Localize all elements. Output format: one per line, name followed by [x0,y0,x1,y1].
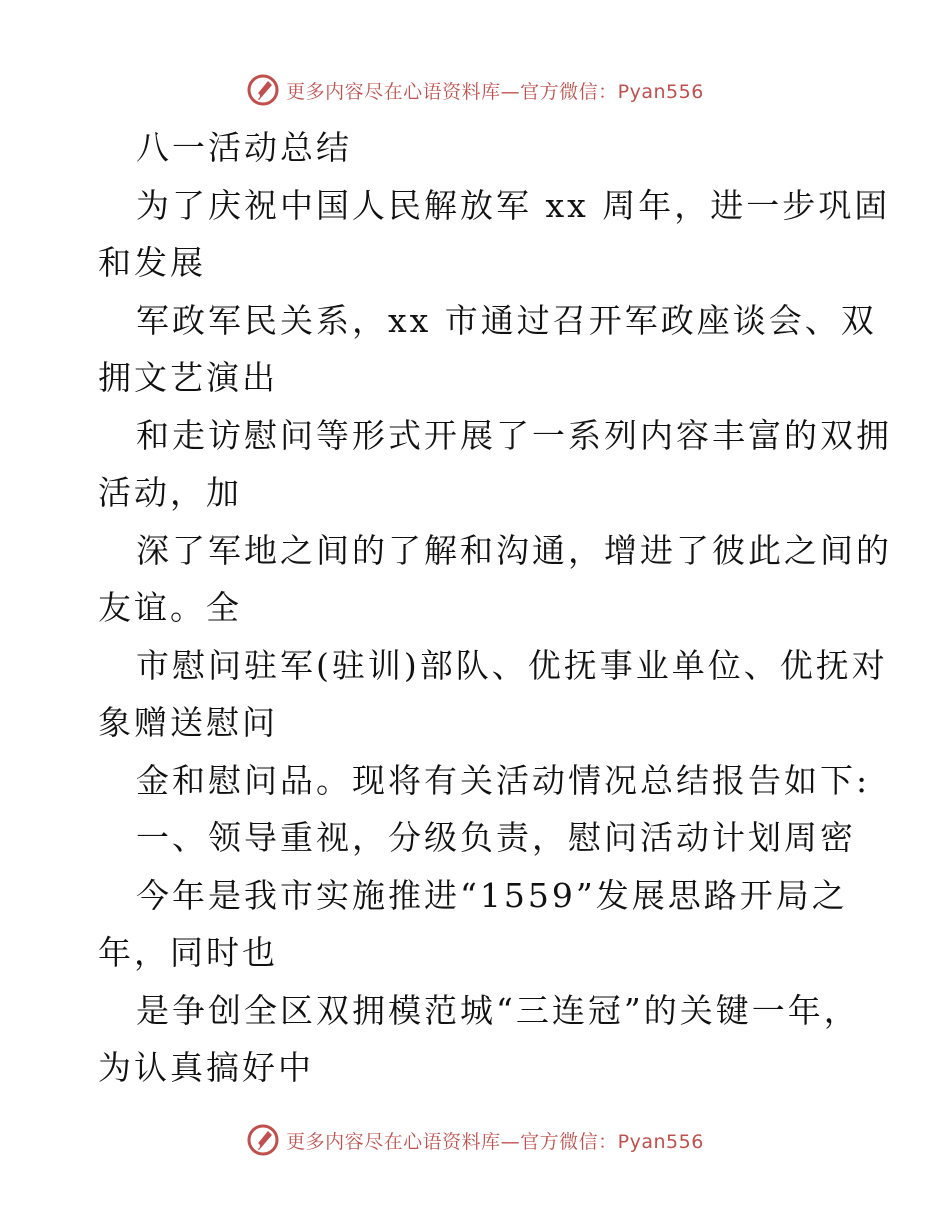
paragraph-line: 是争创全区双拥模范城“三连冠”的关键一年， [136,990,860,1030]
paragraph-line: 和走访慰问等形式开展了一系列内容丰富的双拥 [136,415,892,455]
paragraph-line: 一、领导重视，分级负责，慰问活动计划周密 [136,818,856,857]
header-watermark-banner [0,70,950,110]
paragraph-line: 今年是我市实施推进“1559”发展思路开局之 [136,875,848,915]
paragraph-line: 活动，加 [98,473,242,512]
document-body [98,119,892,1097]
paragraph-line: 市慰问驻军(驻训)部队、优抚事业单位、优抚对 [136,645,888,685]
paragraph-line: 拥文艺演出 [98,358,278,397]
brand-logo-icon [246,1123,280,1157]
paragraph-line: 和发展 [98,243,206,282]
paragraph-line: 深了军地之间的了解和沟通，增进了彼此之间的 [136,530,892,570]
paragraph-line: 友谊。全 [98,588,242,627]
paragraph-line: 象赠送慰问 [98,703,278,742]
banner-text: 更多内容尽在心语资料库—官方微信：Pyan556 [286,1130,704,1153]
paragraph-line: 军政军民关系，xx 市通过召开军政座谈会、双 [136,300,877,340]
brand-logo-icon [246,73,280,107]
paragraph-line: 金和慰问品。现将有关活动情况总结报告如下: [136,760,871,800]
document-title: 八一活动总结 [136,128,352,167]
banner-text: 更多内容尽在心语资料库—官方微信：Pyan556 [286,80,704,103]
paragraph-line: 为了庆祝中国人民解放军 xx 周年，进一步巩固 [136,185,891,225]
footer-watermark-banner [0,1120,950,1160]
paragraph-line: 为认真搞好中 [98,1048,314,1087]
paragraph-line: 年，同时也 [98,933,278,972]
